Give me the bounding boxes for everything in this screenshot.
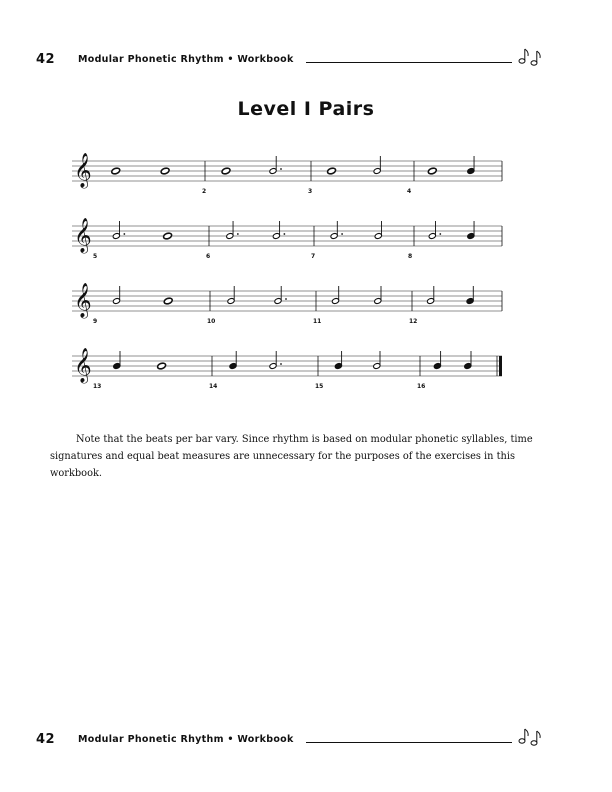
book-title: Modular Phonetic Rhythm • Workbook [78, 54, 294, 65]
measure-number: 13 [93, 383, 102, 390]
note-dot [283, 233, 285, 235]
staff-system [72, 153, 502, 195]
note-dot [123, 233, 125, 235]
measure-number: 11 [313, 318, 322, 325]
body-paragraph [50, 431, 562, 482]
note-whole [221, 167, 231, 175]
page-footer [36, 730, 586, 752]
eighth-notes-icon [517, 724, 545, 748]
note-whole [111, 167, 121, 175]
body-text: Note that the beats per bar vary. Since rhythm is based on modular phonetic syllables, time signatures and equal beat measures are unnecessary for the purposes of the exercises in this workbook. [50, 434, 533, 479]
note-dot [280, 363, 282, 365]
measure-number: 8 [408, 253, 413, 260]
note-whole [163, 232, 173, 240]
page-number: 42 [36, 732, 56, 747]
staff-system [72, 348, 502, 390]
note-whole [427, 167, 437, 175]
treble-clef-icon: 𝄞 [74, 218, 92, 253]
treble-clef-icon: 𝄞 [74, 348, 92, 383]
note-dot [237, 233, 239, 235]
measure-number: 2 [202, 188, 207, 195]
measure-number: 9 [93, 318, 98, 325]
measure-number: 5 [93, 253, 98, 260]
note-whole [327, 167, 337, 175]
note-dot [341, 233, 343, 235]
measure-number: 14 [209, 383, 218, 390]
staff-system [72, 218, 502, 260]
treble-clef-icon: 𝄞 [74, 283, 92, 318]
measure-number: 3 [308, 188, 313, 195]
measure-number: 6 [206, 253, 211, 260]
note-dot [439, 233, 441, 235]
measure-number: 16 [417, 383, 426, 390]
staff-system [72, 283, 502, 325]
footer-rule [306, 742, 512, 743]
measure-number: 7 [311, 253, 316, 260]
page-number: 42 [36, 52, 56, 67]
note-whole [160, 167, 170, 175]
measure-number: 4 [407, 188, 412, 195]
book-title: Modular Phonetic Rhythm • Workbook [78, 734, 294, 745]
page-title: Level I Pairs [237, 98, 375, 120]
measure-number: 10 [207, 318, 216, 325]
note-dot [285, 298, 287, 300]
measure-number: 12 [409, 318, 418, 325]
note-dot [280, 168, 282, 170]
note-whole [163, 297, 173, 305]
measure-number: 15 [315, 383, 324, 390]
treble-clef-icon: 𝄞 [74, 153, 92, 188]
note-whole [157, 362, 167, 370]
